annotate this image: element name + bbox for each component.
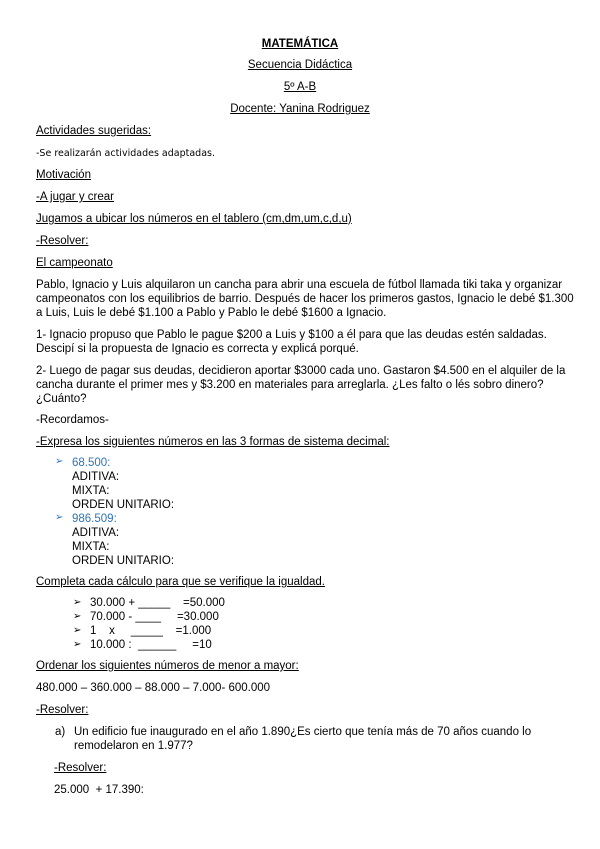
page-title: MATEMÁTICA xyxy=(261,38,339,50)
arrow-bullet-icon: ➢ xyxy=(73,597,82,608)
express-heading: -Expresa los siguientes números en las 3 formas de sistema decimal: xyxy=(36,436,390,448)
order-sequence: 480.000 – 360.000 – 88.000 – 7.000- 600.000 xyxy=(36,682,271,694)
motivation-play: -A jugar y crear xyxy=(36,191,114,203)
arrow-bullet-icon: ➢ xyxy=(55,512,64,523)
resolver-heading-2: -Resolver: xyxy=(36,704,89,716)
building-question-line: remodelaron en 1.977? xyxy=(74,740,193,752)
express-aditiva: ADITIVA: xyxy=(72,527,120,539)
subtitle: Secuencia Didáctica xyxy=(247,59,353,71)
order-heading: Ordenar los siguientes números de menor a mayor: xyxy=(36,660,299,672)
sum-expression: 25.000 + 17.390: xyxy=(54,784,144,796)
complete-heading: Completa cada cálculo para que se verifique la igualdad. xyxy=(36,576,325,588)
arrow-bullet-icon: ➢ xyxy=(73,625,82,636)
express-mixta: MIXTA: xyxy=(72,485,110,497)
equation-item: 1 x _____ =1.000 xyxy=(90,625,212,637)
campeonato-intro-line: a Luis, Luis le debé $1.100 a Pablo y Pablo le debé $1600 a Ignacio. xyxy=(36,307,387,319)
motivation-board: Jugamos a ubicar los números en el tablero (cm,dm,um,c,d,u) xyxy=(36,213,352,225)
express-number: 986.509: xyxy=(72,513,117,525)
campeonato-intro-line: Pablo, Ignacio y Luis alquilaron un cancha para abrir una escuela de fútbol llamada tiki taka y organizar xyxy=(36,279,563,291)
resolver-heading-3: -Resolver: xyxy=(54,762,107,774)
campeonato-intro-line: campeonatos con los equilibrios de barrio. Después de hacer los primeros gastos, Ignacio le debé $1.300 xyxy=(36,293,574,305)
arrow-bullet-icon: ➢ xyxy=(73,611,82,622)
grade: 5º A-B xyxy=(283,81,317,93)
equation-item: 30.000 + _____ =50.000 xyxy=(90,597,225,609)
express-mixta: MIXTA: xyxy=(72,541,110,553)
recordamos: -Recordamos- xyxy=(36,414,109,426)
activities-heading: Actividades sugeridas: xyxy=(36,125,152,137)
equation-item: 10.000 : ______ =10 xyxy=(90,639,212,651)
equation-item: 70.000 - ____ =30.000 xyxy=(90,611,219,623)
list-marker: a) xyxy=(55,726,66,738)
express-orden: ORDEN UNITARIO: xyxy=(72,499,175,511)
question-1-line: Descipí si la propuesta de Ignacio es correcta y explicá porqué. xyxy=(36,343,359,355)
arrow-bullet-icon: ➢ xyxy=(55,456,64,467)
building-question-line: Un edificio fue inaugurado en el año 1.890¿Es cierto que tenía más de 70 años cuando lo xyxy=(74,726,532,738)
express-number: 68.500: xyxy=(72,457,111,469)
activities-note: -Se realizarán actividades adaptadas. xyxy=(36,148,215,159)
question-2-line: ¿Cuánto? xyxy=(36,393,87,405)
express-orden: ORDEN UNITARIO: xyxy=(72,555,175,567)
motivation-heading: Motivación xyxy=(36,169,91,181)
arrow-bullet-icon: ➢ xyxy=(73,639,82,650)
teacher: Docente: Yanina Rodriguez xyxy=(230,103,370,115)
campeonato-heading: El campeonato xyxy=(36,257,113,269)
question-2-line: cancha durante el primer mes y $3.200 en materiales para arreglarla. ¿Les falto o lés sobro dinero? xyxy=(36,379,544,391)
question-2-line: 2- Luego de pagar sus deudas, decidieron aportar $3000 cada uno. Gastaron $4.500 en el alquiler de la xyxy=(36,365,566,377)
question-1-line: 1- Ignacio propuso que Pablo le pague $200 a Luis y $100 a él para que las deudas estén saldadas. xyxy=(36,329,547,341)
resolver-heading-1: -Resolver: xyxy=(36,235,89,247)
express-aditiva: ADITIVA: xyxy=(72,471,120,483)
